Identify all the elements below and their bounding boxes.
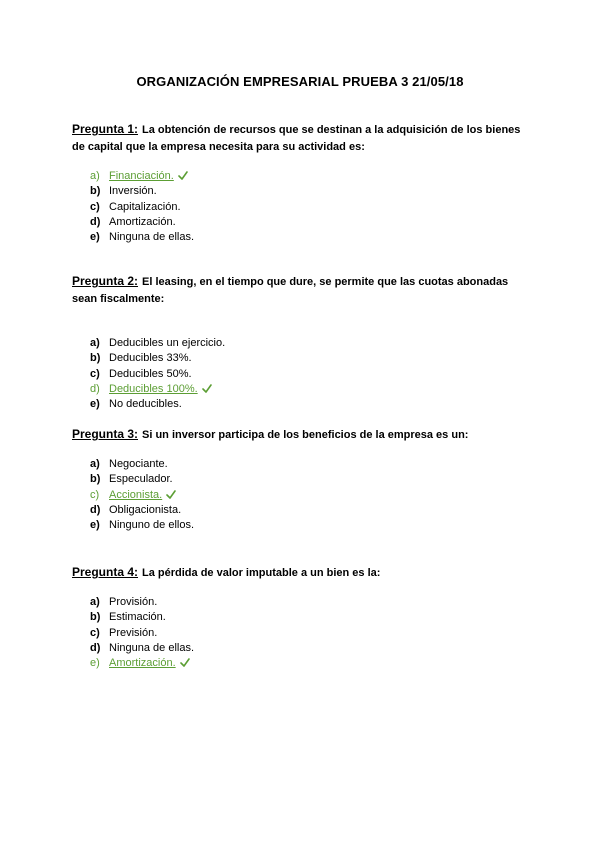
answer-option — [72, 184, 532, 199]
question-label: Pregunta 3: — [72, 427, 139, 441]
option-letter: a) — [90, 458, 100, 470]
option-text: Obligacionista. — [109, 503, 182, 516]
option-text: Ninguno de ellos. — [109, 519, 195, 532]
answer-option — [72, 397, 532, 412]
answer-option — [72, 610, 532, 625]
option-text: Deducibles 50%. — [109, 367, 192, 380]
option-letter: e) — [90, 231, 100, 244]
answer-option — [72, 215, 532, 230]
option-text: Ninguna de ellas. — [109, 641, 195, 654]
option-text: Deducibles 100%. — [109, 382, 198, 395]
question-label: Pregunta 4: — [72, 565, 139, 579]
question-label: Pregunta 2: — [72, 274, 139, 288]
answer-option — [72, 503, 532, 518]
option-text: Capitalización. — [109, 200, 181, 213]
option-letter: a) — [90, 596, 100, 608]
question-prompt: La pérdida de valor imputable a un bien es la: — [142, 567, 381, 579]
checkmark-icon — [202, 384, 212, 393]
option-text: Deducibles 33%. — [109, 352, 192, 365]
option-text: Especulador. — [109, 473, 173, 486]
option-letter: b) — [90, 473, 101, 486]
option-letter: e) — [90, 519, 100, 532]
question-label: Pregunta 1: — [72, 122, 139, 136]
checkmark-icon — [178, 171, 188, 180]
answer-option — [72, 200, 532, 215]
question-text — [72, 426, 532, 444]
option-text: Negociante. — [109, 458, 168, 470]
option-text: Provisión. — [109, 596, 158, 608]
question-prompt: El leasing, en el tiempo que dure, se permite que las cuotas abonadas sean fiscalmente: — [72, 276, 509, 305]
answer-options — [72, 336, 532, 412]
answer-option — [72, 336, 532, 351]
question-4 — [72, 564, 532, 671]
option-letter: a) — [90, 170, 100, 182]
option-letter: e) — [90, 398, 100, 411]
option-letter: c) — [90, 367, 100, 380]
question-prompt: La obtención de recursos que se destinan a la adquisición de los bienes de capital que la empresa necesita para su actividad es: — [72, 124, 521, 153]
option-letter: e) — [90, 657, 100, 670]
option-text: Inversión. — [109, 185, 157, 198]
option-text: Deducibles un ejercicio. — [109, 337, 226, 349]
answer-option — [72, 518, 532, 533]
page-title: ORGANIZACIÓN EMPRESARIAL PRUEBA 3 21/05/18 — [136, 74, 464, 89]
answer-option — [72, 472, 532, 487]
answer-option — [72, 457, 532, 472]
answer-options — [72, 595, 532, 671]
option-letter: d) — [90, 215, 101, 228]
option-letter: b) — [90, 352, 101, 365]
question-text — [72, 273, 532, 308]
option-letter: a) — [90, 337, 100, 349]
option-letter: d) — [90, 641, 101, 654]
answer-option — [72, 230, 532, 245]
answer-options — [72, 457, 532, 533]
option-letter: d) — [90, 382, 100, 395]
answer-option — [72, 641, 532, 656]
question-3 — [72, 426, 532, 533]
question-1 — [72, 121, 532, 245]
question-2 — [72, 273, 532, 412]
option-text: No deducibles. — [109, 398, 182, 411]
option-letter: b) — [90, 185, 101, 198]
answer-option-correct — [72, 488, 532, 503]
answer-option-correct — [72, 382, 532, 397]
answer-option-correct — [72, 656, 532, 671]
question-text — [72, 564, 532, 582]
answer-options — [72, 169, 532, 245]
option-text: Financiación. — [109, 170, 174, 182]
option-text: Previsión. — [109, 626, 158, 639]
answer-option-correct — [72, 169, 532, 184]
option-text: Accionista. — [109, 488, 163, 501]
question-text — [72, 121, 532, 156]
option-text: Amortización. — [109, 215, 176, 228]
option-letter: b) — [90, 611, 101, 624]
option-text: Amortización. — [109, 657, 176, 670]
answer-option — [72, 351, 532, 366]
answer-option — [72, 595, 532, 610]
question-prompt: Si un inversor participa de los beneficios de la empresa es un: — [142, 429, 469, 441]
option-text: Estimación. — [109, 611, 166, 624]
answer-option — [72, 367, 532, 382]
option-letter: c) — [90, 200, 100, 213]
checkmark-icon — [180, 658, 190, 667]
option-letter: d) — [90, 503, 101, 516]
answer-option — [72, 626, 532, 641]
option-text: Ninguna de ellas. — [109, 231, 195, 244]
option-letter: c) — [90, 488, 100, 501]
option-letter: c) — [90, 626, 100, 639]
checkmark-icon — [166, 490, 176, 499]
